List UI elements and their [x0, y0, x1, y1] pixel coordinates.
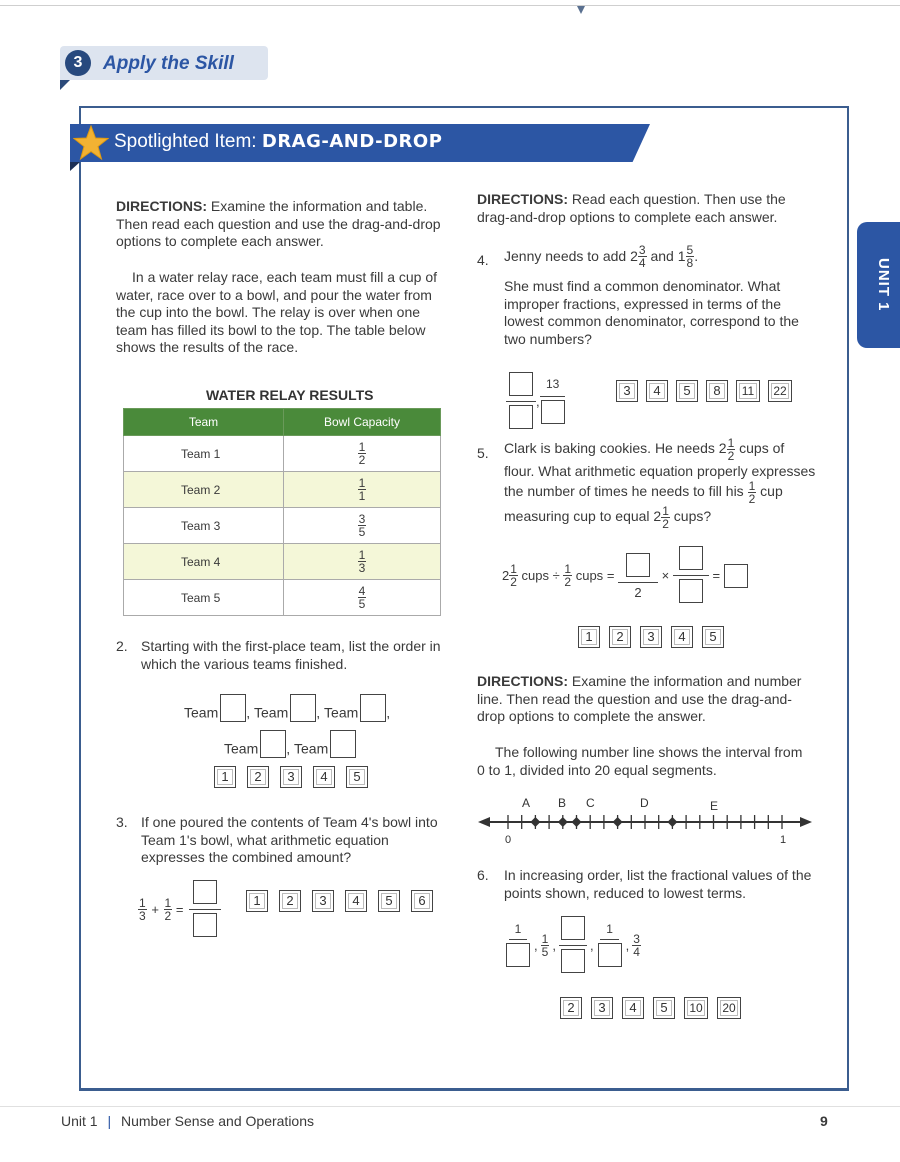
drag-tile[interactable]: 5 — [702, 626, 724, 648]
q5-drop-result[interactable] — [724, 564, 748, 588]
page-number: 9 — [820, 1113, 828, 1129]
drag-tile[interactable]: 3 — [616, 380, 638, 402]
q3-den-a: 3 — [139, 909, 146, 923]
drag-tile[interactable]: 3 — [640, 626, 662, 648]
number-line-ticks — [508, 815, 782, 829]
q6-number: 6. — [477, 867, 489, 883]
q2-answer-row1: Team , Team , Team , — [184, 694, 390, 722]
q5-drop-slot-2[interactable] — [679, 546, 703, 570]
banner-fold — [70, 162, 80, 171]
team-cell: Team 3 — [124, 508, 284, 544]
q2-drop-slot[interactable] — [290, 694, 316, 722]
drag-tile[interactable]: 4 — [313, 766, 335, 788]
number-line-point — [530, 817, 540, 827]
q3-drop-numerator[interactable] — [193, 880, 217, 904]
capacity-numerator: 3 — [358, 512, 366, 526]
drag-tile[interactable]: 4 — [646, 380, 668, 402]
q5-cups-word: cups — [521, 568, 550, 583]
q2-team-word: Team — [184, 704, 219, 721]
q5-cups-word: cups — [575, 568, 604, 583]
q4-frac-b-num: 5 — [686, 243, 694, 257]
drag-tile[interactable]: 4 — [671, 626, 693, 648]
capacity-numerator: 1 — [358, 440, 366, 454]
q5-frac-num: 1 — [727, 436, 735, 450]
drag-tile[interactable]: 22 — [768, 380, 792, 402]
capacity-denominator: 1 — [358, 489, 366, 503]
capacity-denominator: 5 — [358, 525, 366, 539]
q2-team-word: Team — [224, 740, 259, 757]
q2-text: Starting with the first-place team, list the order in which the various teams finished. — [141, 638, 441, 672]
point-label-c: C — [586, 796, 595, 810]
number-line-intro: The following number line shows the interval from 0 to 1, divided into 20 equal segments. — [477, 744, 803, 778]
section-number: 3 — [65, 50, 91, 76]
capacity-cell — [284, 436, 441, 472]
q5-text-d: cups? — [673, 508, 712, 525]
q2-tiles — [214, 766, 379, 788]
banner-type: DRAG-AND-DROP — [261, 131, 443, 152]
footer-title: Number Sense and Operations — [121, 1113, 314, 1129]
q3-equation: $\frac{1}{3}$ + $\frac{1}{2}$ = — [138, 880, 221, 939]
drag-tile[interactable]: 5 — [653, 997, 675, 1019]
q6-drop-slot-3[interactable] — [561, 949, 585, 973]
q5-frac-num: 1 — [748, 479, 756, 493]
q4-line1: Jenny needs to add 2 $\frac{3}{4}$ and 1 $\frac{5}{8}$ . — [504, 243, 699, 270]
capacity-denominator: 3 — [358, 561, 366, 575]
q5-text-c: cup measuring cup to equal 2 — [504, 483, 783, 525]
q5-frac-den: 2 — [748, 492, 756, 506]
drag-tile[interactable]: 5 — [346, 766, 368, 788]
point-label-d: D — [640, 796, 649, 810]
unit-tab-label: UNIT 1 — [875, 258, 892, 312]
right-directions-2-label: DIRECTIONS: — [477, 673, 568, 689]
section-title: Apply the Skill — [103, 53, 234, 74]
q3-tiles — [246, 890, 444, 912]
drag-tile[interactable]: 6 — [411, 890, 433, 912]
capacity-cell — [284, 544, 441, 580]
team-cell: Team 4 — [124, 544, 284, 580]
relay-intro: In a water relay race, each team must fill a cup of water, race over to a bowl, and pour the water from the cup into the bowl. The relay is over when one team has filled its bowl to the top. The table below shows the results of the race. — [116, 269, 438, 355]
q5-frac-den: 2 — [727, 449, 735, 463]
q4-line1-b: and 1 — [650, 247, 686, 264]
q4-text: She must find a common denominator. What improper fractions, expressed in terms of the lowest common denominator, correspond to the two numbers? — [504, 278, 799, 347]
q5-number: 5. — [477, 445, 489, 461]
q3-drop-denominator[interactable] — [193, 913, 217, 937]
number-line-point — [558, 817, 568, 827]
number-line — [476, 792, 816, 850]
drag-tile[interactable]: 5 — [676, 380, 698, 402]
q6-answer: 1 , $\frac{1}{5}$ , , 1 , $\frac{3}{4}$ — [505, 916, 641, 975]
q2-team-word: Team — [324, 704, 359, 721]
top-rule — [0, 5, 900, 6]
q3-den-b: 2 — [164, 909, 172, 923]
capacity-denominator: 2 — [358, 453, 366, 467]
q2-team-word: Team — [294, 740, 329, 757]
q2-number: 2. — [116, 638, 128, 654]
q4-frac-a-den: 4 — [638, 256, 646, 270]
q2-drop-slot[interactable] — [330, 730, 356, 758]
right-directions-text: Read each question. Then use the drag-and-drop options to complete each answer. — [477, 191, 786, 225]
capacity-cell — [284, 472, 441, 508]
section-tab-fold — [60, 80, 70, 90]
drag-tile[interactable]: 2 — [279, 890, 301, 912]
table-row — [124, 436, 441, 472]
q5-frac-num: 1 — [662, 504, 669, 518]
drag-tile[interactable]: 3 — [591, 997, 613, 1019]
q4-drop-numerator-a[interactable] — [509, 372, 533, 396]
capacity-cell — [284, 508, 441, 544]
table-row — [124, 580, 441, 616]
number-line-point — [613, 817, 623, 827]
q5-equation: 2 $\frac{1}{2}$ cups ÷ $\frac{1}{2}$ cups = 2 × = — [502, 546, 748, 605]
q2-drop-slot[interactable] — [260, 730, 286, 758]
right-directions-2-text: Examine the information and number line. Then read the question and use the drag-and-drop options to complete the answer. — [477, 673, 802, 724]
drag-tile[interactable]: 3 — [312, 890, 334, 912]
drag-tile[interactable]: 5 — [378, 890, 400, 912]
point-label-b: B — [558, 796, 567, 810]
point-label-a: A — [522, 796, 531, 810]
q4-answer: , 13 — [506, 372, 566, 431]
capacity-cell — [284, 580, 441, 616]
capacity-numerator: 1 — [358, 548, 366, 562]
number-line-end: 1 — [780, 834, 787, 846]
footer-separator: | — [107, 1113, 112, 1129]
footer-left — [61, 1113, 314, 1129]
left-directions-text: Examine the information and table. Then read each question and use the drag-and-drop options to complete each answer. — [116, 198, 441, 249]
q2-answer-row2: Team , Team — [224, 730, 356, 758]
right-directions-label: DIRECTIONS: — [477, 191, 568, 207]
q4-tiles — [616, 380, 792, 402]
q3-num-a: 1 — [139, 896, 146, 910]
q3-number: 3. — [116, 814, 128, 830]
drag-tile[interactable]: 10 — [684, 997, 708, 1019]
arrow-right-icon — [800, 817, 812, 827]
q2-drop-slot[interactable] — [220, 694, 246, 722]
q4-line1-a: Jenny needs to add 2 — [504, 247, 638, 264]
drag-tile[interactable]: 4 — [622, 997, 644, 1019]
q6-drop-slot-4[interactable] — [598, 943, 622, 967]
drag-tile[interactable]: 8 — [706, 380, 728, 402]
drag-tile[interactable]: 2 — [247, 766, 269, 788]
q5-drop-slot-1[interactable] — [626, 553, 650, 577]
footer-rule — [0, 1106, 900, 1107]
right-directions — [477, 191, 817, 226]
table-row — [124, 472, 441, 508]
q3-num-b: 1 — [164, 896, 172, 910]
top-marker — [577, 6, 585, 14]
team-cell: Team 2 — [124, 472, 284, 508]
q6-num-1: 1 — [509, 923, 528, 940]
table-row — [124, 508, 441, 544]
q6-num-5: 3 — [633, 932, 640, 946]
drag-tile[interactable]: 20 — [717, 997, 741, 1019]
q4-drop-denominator-a[interactable] — [509, 405, 533, 429]
capacity-numerator: 4 — [358, 584, 366, 598]
q6-text: In increasing order, list the fractional values of the points shown, reduced to lowest terms. — [504, 867, 812, 901]
star-icon — [73, 125, 109, 161]
q6-tiles — [560, 997, 741, 1019]
q2-team-word: Team — [254, 704, 289, 721]
number-line-start: 0 — [505, 834, 512, 846]
team-cell: Team 1 — [124, 436, 284, 472]
drag-tile[interactable]: 4 — [345, 890, 367, 912]
q4-drop-denominator-b[interactable] — [541, 400, 565, 424]
drag-tile[interactable]: 1 — [578, 626, 600, 648]
q6-drop-slot-1[interactable] — [506, 943, 530, 967]
q6-drop-slot-2[interactable] — [561, 916, 585, 940]
left-directions-label: DIRECTIONS: — [116, 198, 207, 214]
drag-tile[interactable]: 1 — [214, 766, 236, 788]
drag-tile[interactable]: 1 — [246, 890, 268, 912]
drag-tile[interactable]: 2 — [560, 997, 582, 1019]
table-row — [124, 544, 441, 580]
point-label-e: E — [710, 799, 719, 813]
table-header-capacity: Bowl Capacity — [284, 409, 441, 436]
q5-tiles — [578, 626, 724, 648]
arrow-left-icon — [478, 817, 490, 827]
number-line-point — [667, 817, 677, 827]
q5-frac-den: 2 — [662, 517, 669, 531]
q6-num-4: 1 — [600, 923, 619, 940]
banner-label: Spotlighted Item: — [114, 131, 257, 152]
right-directions-2 — [477, 673, 817, 726]
capacity-denominator: 5 — [358, 597, 366, 611]
q2-drop-slot[interactable] — [360, 694, 386, 722]
q5-drop-slot-3[interactable] — [679, 579, 703, 603]
number-line-point — [572, 817, 582, 827]
q4-number: 4. — [477, 252, 489, 268]
left-directions — [116, 198, 454, 251]
capacity-numerator: 1 — [358, 476, 366, 490]
q3-text: If one poured the contents of Team 4's bowl into Team 1's bowl, what arithmetic equation expresses the combined amount? — [141, 814, 438, 865]
q4-frac-b-den: 8 — [686, 256, 694, 270]
banner-title — [114, 131, 442, 153]
q5-text-a: Clark is baking cookies. He needs 2 — [504, 440, 727, 457]
q5-text-b: cups of flour. What arithmetic equation properly expresses the number of times he needs to fill his — [504, 440, 816, 500]
q6-num-2: 1 — [541, 932, 549, 946]
relay-table — [123, 408, 441, 616]
drag-tile[interactable]: 2 — [609, 626, 631, 648]
q4-given-numerator: 13 — [540, 378, 565, 397]
table-title: WATER RELAY RESULTS — [206, 387, 374, 403]
q5-text — [504, 437, 816, 530]
drag-tile[interactable]: 11 — [736, 380, 760, 402]
team-cell: Team 5 — [124, 580, 284, 616]
table-header-team: Team — [124, 409, 284, 436]
q4-frac-a-num: 3 — [638, 243, 646, 257]
q6-den-2: 5 — [541, 945, 549, 959]
drag-tile[interactable]: 3 — [280, 766, 302, 788]
footer-unit: Unit 1 — [61, 1113, 98, 1129]
q6-den-5: 4 — [633, 945, 640, 959]
